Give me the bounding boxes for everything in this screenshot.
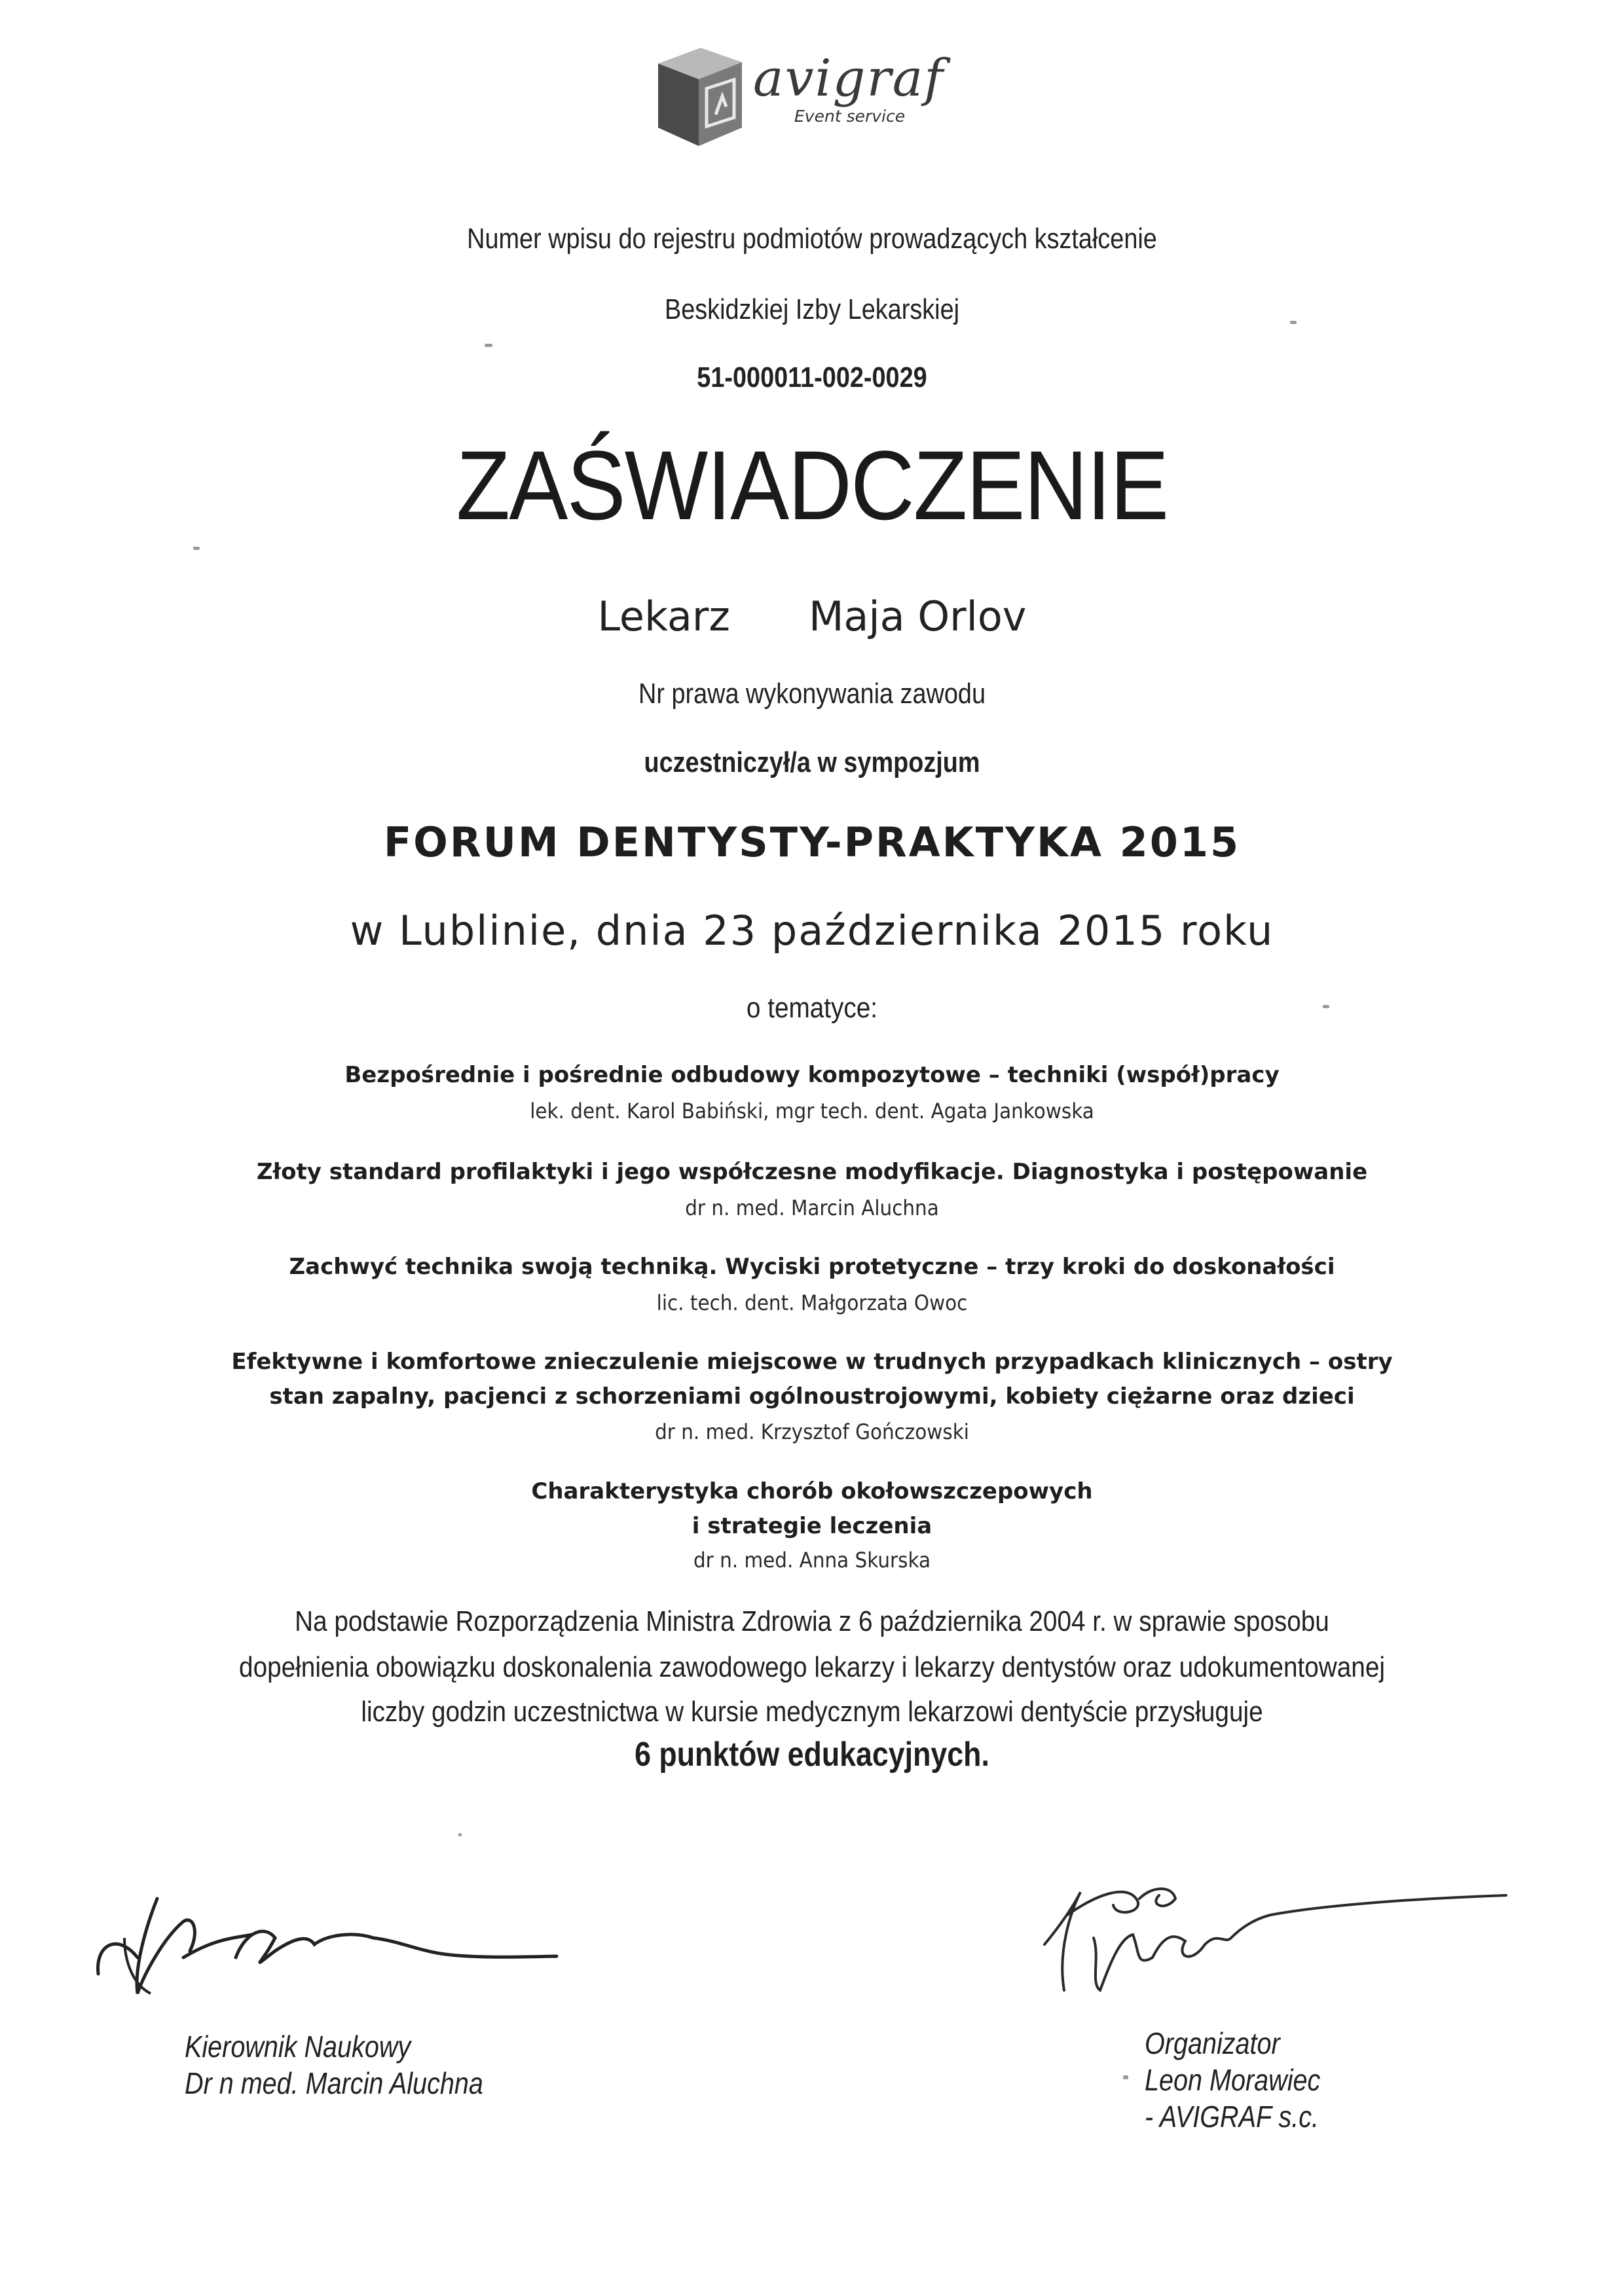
legal-line-3: liczby godzin uczestnictwa w kursie medycznym lekarzowi dentyście przysługuje (361, 1696, 1263, 1728)
recipient (0, 592, 1624, 640)
registry-number: 51-000011-002-0029 (697, 361, 927, 393)
organizer-role: Organizator (1145, 2026, 1280, 2060)
topic-5-title-line-1: Charakterystyka chorób okołowszczepowych (531, 1478, 1093, 1504)
recipient-name: Maja Orlov (808, 592, 1027, 640)
scan-speck (1290, 321, 1297, 324)
topic-2-speaker: dr n. med. Marcin Aluchna (685, 1195, 939, 1220)
legal-line-2: dopełnienia obowiązku doskonalenia zawodowego lekarzy i lekarzy dentystów oraz udokumentowanej (239, 1651, 1385, 1683)
legal-line-1: Na podstawie Rozporządzenia Ministra Zdrowia z 6 października 2004 r. w sprawie sposobu (295, 1605, 1329, 1637)
topic-4-speaker: dr n. med. Krzysztof Gończowski (655, 1419, 969, 1444)
participation-text: uczestniczył/a w sympozjum (644, 746, 980, 778)
scan-speck (193, 547, 200, 550)
signature-right (1145, 2025, 1320, 2135)
scientific-director-signature (79, 1859, 576, 2010)
cube-logo-icon (638, 36, 750, 154)
registry-line-2: Beskidzkiej Izby Lekarskiej (664, 293, 960, 325)
organizer-company: - AVIGRAF s.c. (1145, 2100, 1319, 2134)
topics-intro: o tematyce: (746, 992, 878, 1024)
topic-4-title-line-1: Efektywne i komfortowe znieczulenie miejscowe w trudnych przypadkach klinicznych – ostry (231, 1349, 1393, 1375)
scientific-director-name: Dr n med. Marcin Aluchna (185, 2066, 483, 2100)
scientific-director-role: Kierownik Naukowy (185, 2030, 411, 2064)
education-points: 6 punktów edukacyjnych. (635, 1736, 989, 1774)
license-number-label: Nr prawa wykonywania zawodu (638, 678, 986, 710)
scan-speck (1323, 1005, 1329, 1008)
document-title: ZAŚWIADCZENIE (456, 430, 1168, 540)
recipient-role: Lekarz (597, 592, 730, 640)
topic-5-title-line-2: i strategie leczenia (692, 1513, 932, 1539)
topic-1-speaker: lek. dent. Karol Babiński, mgr tech. dent. Agata Jankowska (530, 1099, 1094, 1123)
scan-speck (1123, 2075, 1128, 2079)
signature-left (185, 2028, 483, 2102)
scan-speck (458, 1833, 462, 1836)
organizer-name: Leon Morawiec (1145, 2063, 1321, 2097)
topic-4-title-line-2: stan zapalny, pacjenci z schorzeniami ogólnoustrojowymi, kobiety ciężarne oraz dzieci (269, 1383, 1355, 1410)
logo-brand: avigraf (753, 49, 945, 108)
topic-3-title: Zachwyć technika swoją techniką. Wyciski protetyczne – trzy kroki do doskonałości (289, 1254, 1335, 1280)
registry-line-1: Numer wpisu do rejestru podmiotów prowadzących kształcenie (467, 223, 1157, 255)
topic-3-speaker: lic. tech. dent. Małgorzata Owoc (656, 1290, 968, 1315)
event-place-date: w Lublinie, dnia 23 października 2015 roku (350, 907, 1274, 955)
avigraf-logo (638, 36, 966, 154)
event-name: FORUM DENTYSTY-PRAKTYKA 2015 (383, 818, 1241, 866)
topic-5-speaker: dr n. med. Anna Skurska (693, 1548, 931, 1573)
topic-1-title: Bezpośrednie i pośrednie odbudowy kompozytowe – techniki (współ)pracy (344, 1062, 1280, 1088)
logo-subtitle: Event service (794, 107, 906, 126)
topic-2-title: Złoty standard profilaktyki i jego współczesne modyfikacje. Diagnostyka i postępowanie (256, 1159, 1368, 1185)
scan-speck (485, 344, 492, 347)
organizer-signature (995, 1859, 1532, 2003)
